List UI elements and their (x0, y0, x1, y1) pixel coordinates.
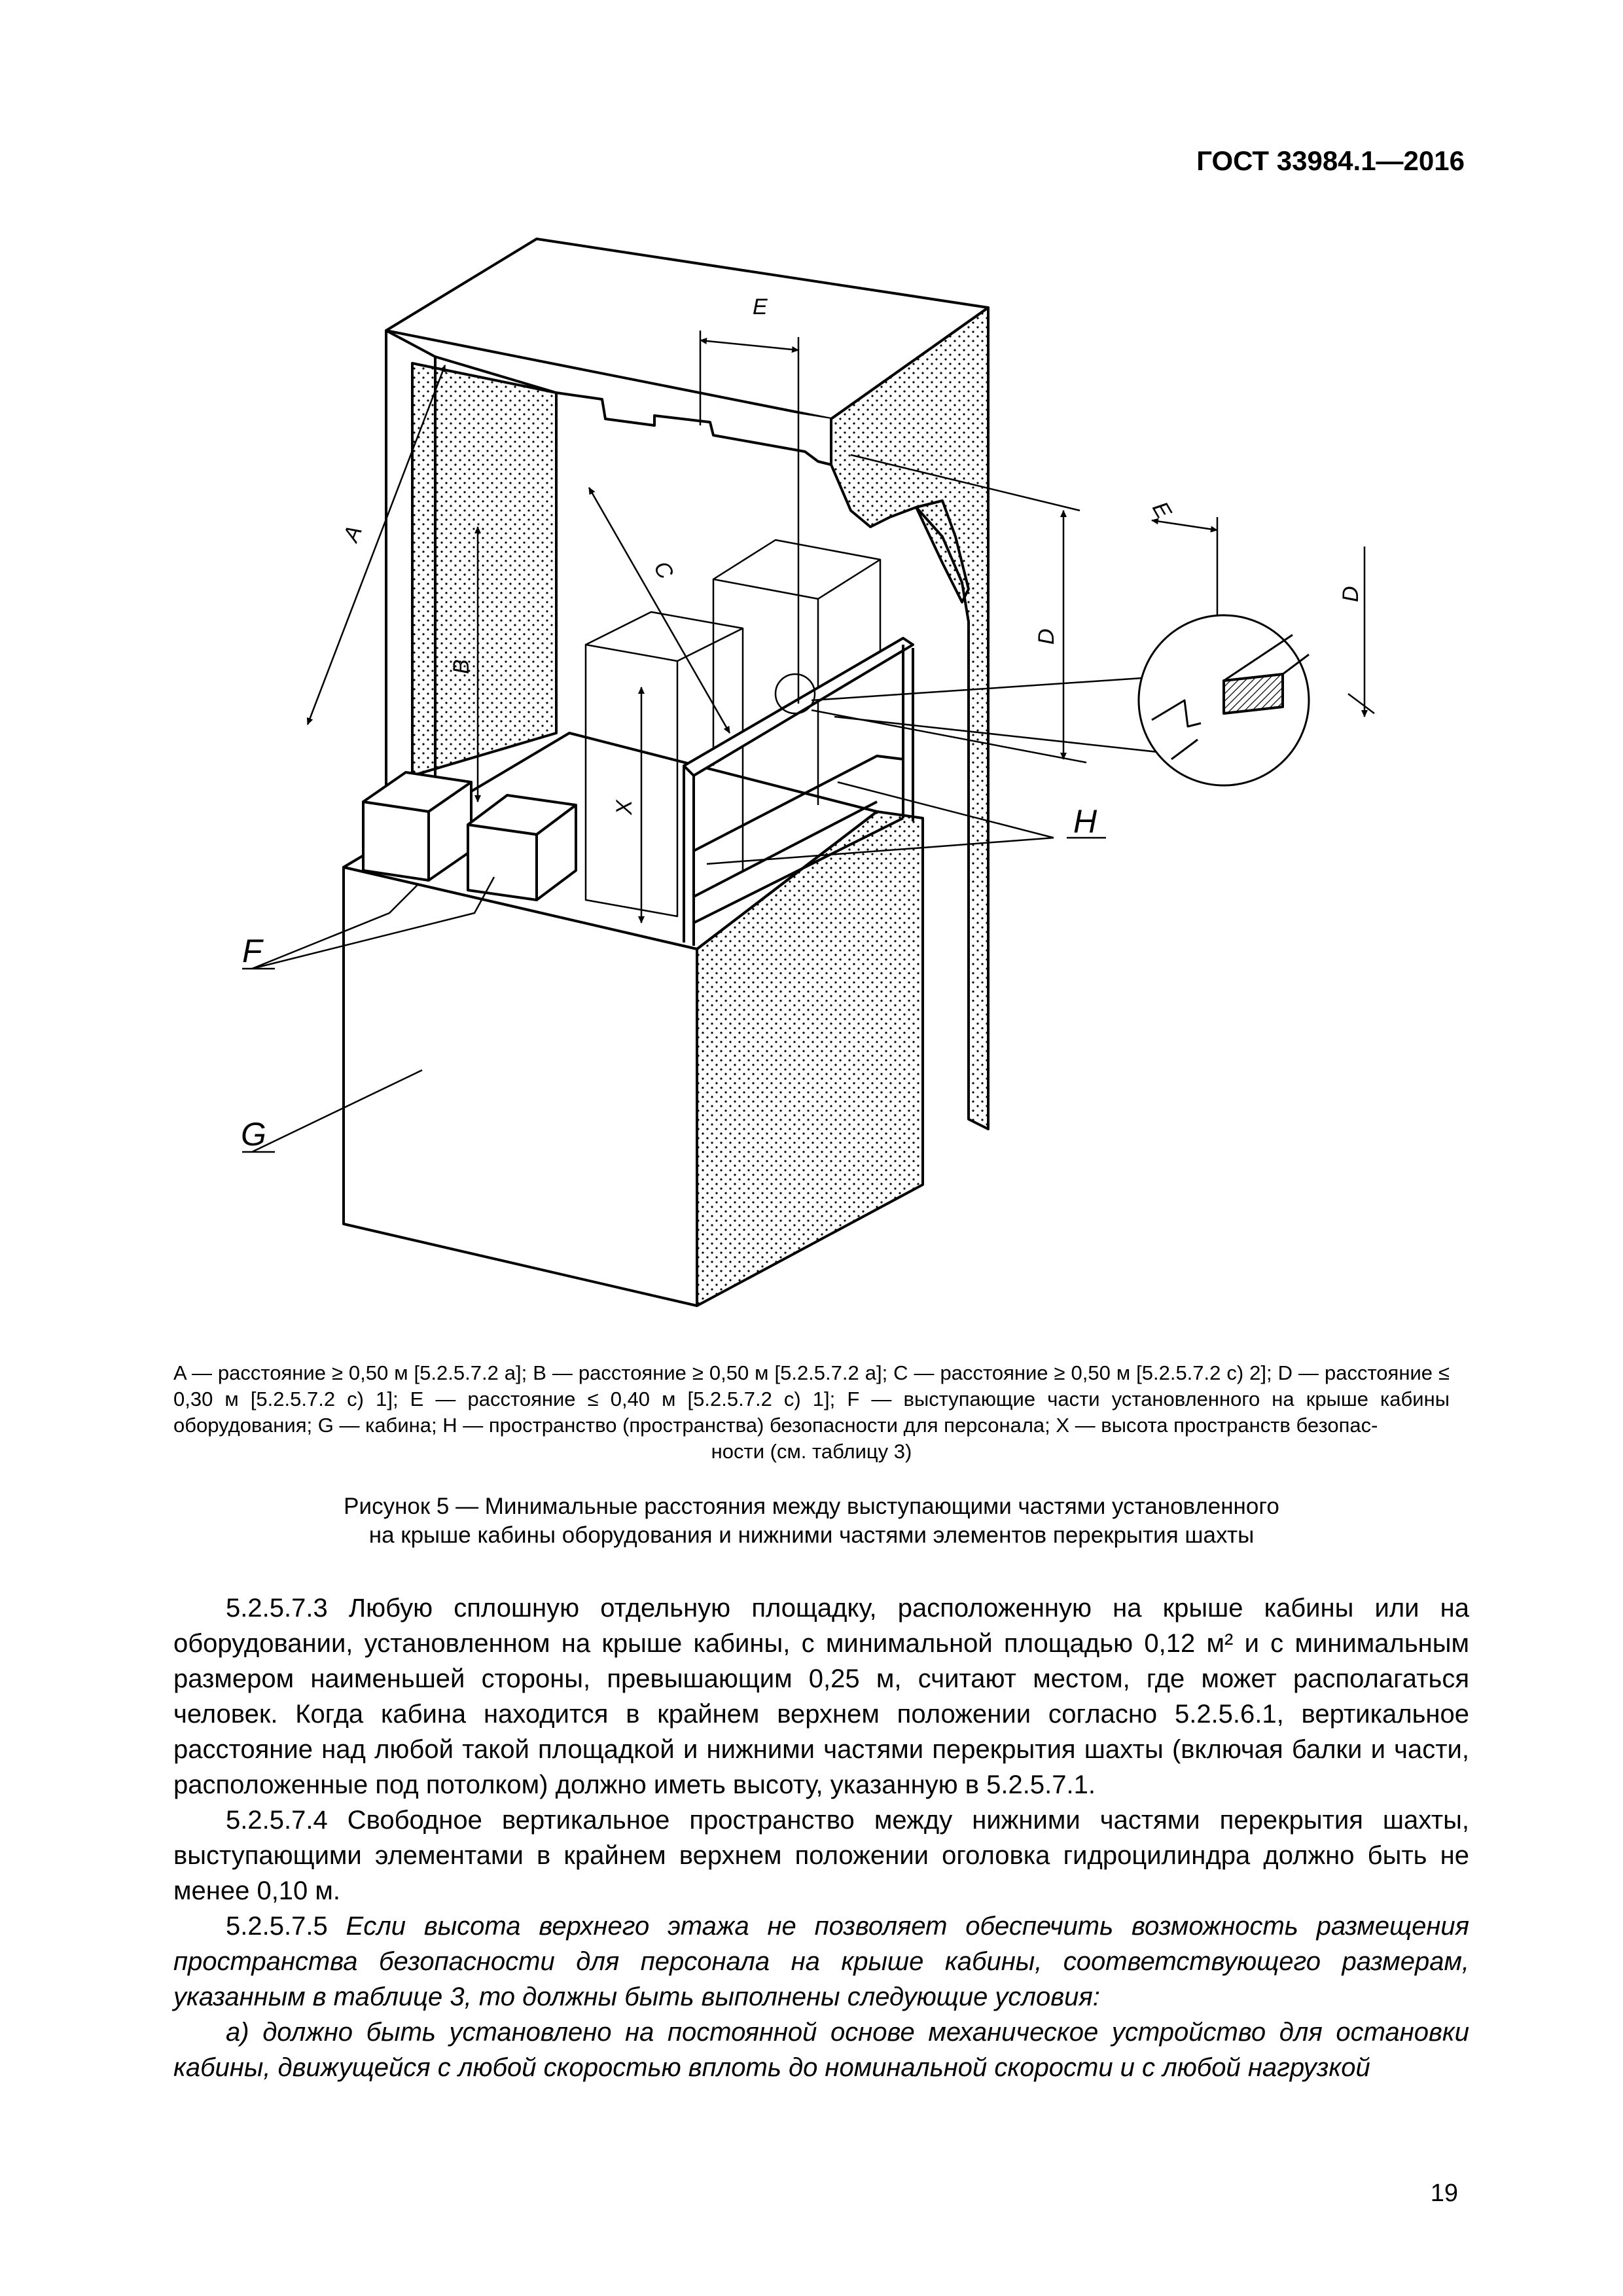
body-text (173, 1590, 1469, 2085)
label-D-detail: D (1338, 586, 1363, 602)
detail-hatched-profile (1224, 674, 1283, 713)
label-E: E (753, 295, 768, 319)
label-D: D (1034, 628, 1059, 645)
paragraph-italic-text: Если высота верхнего этажа не позволяет обеспечить возможность размещения пространства безопасности для персонала на крыше кабины, соответствующего размерам, указанным в таблице 3, то должны быть выполнены следующие условия: (173, 1912, 1470, 2011)
safety-space-2 (713, 540, 880, 599)
figure-legend (173, 1360, 1450, 1465)
label-X: X (612, 800, 637, 815)
caption-line-2: на крыше кабины оборудования и нижними частями элементов перекрытия шахты (368, 1522, 1255, 1548)
label-E-detail: E (1147, 497, 1177, 523)
legend-text: A — расстояние ≥ 0,50 м [5.2.5.7.2 a]; B — расстояние ≥ 0,50 м [5.2.5.7.2 a]; C — расстояние ≥ 0,50 м [5.2.5.7.2 c) 2]; D — расстояние ≤ 0,30 м [5.2.5.7.2 c) 1]; E — расстояние ≤ 0,40 м [5.2.5.7.2 c) 1]; F — выступающие части установленного на крыше кабины оборудования; G — кабина; H — пространство (пространства) безопасности для персонала; X — высота пространств безопас- (173, 1361, 1450, 1437)
equipment-box-2-front (468, 825, 537, 900)
legend-last-line: ности (см. таблицу 3) (711, 1440, 912, 1463)
caption-line-1: Рисунок 5 — Минимальные расстояния между выступающими частями установленного (344, 1494, 1279, 1519)
equipment-box-1-front (363, 802, 429, 880)
label-B: B (449, 659, 474, 674)
paragraph-5-2-5-7-5 (173, 1909, 1469, 2015)
paragraph-5-2-5-7-3: 5.2.5.7.3 Любую сплошную отдельную площадку, расположенную на крыше кабины или на оборудовании, установленном на крыше кабины, с минимальной площадью 0,12 м² и с минимальным размером наименьшей стороны, превышающим 0,25 м, считают местом, где может располагаться человек. Когда кабина находится в крайнем верхнем положении согласно 5.2.5.6.1, вертикальное расстояние над любой такой площадкой и нижними частями перекрытия шахты (включая балки и части, расположенные под потолком) должно иметь высоту, указанную в 5.2.5.7.1. (173, 1594, 1469, 1799)
label-C: C (649, 557, 679, 584)
page-number: 19 (1430, 2179, 1458, 2207)
label-A: A (338, 522, 367, 545)
figure-caption (173, 1492, 1450, 1550)
label-F: F (242, 933, 262, 969)
label-G: G (241, 1116, 266, 1153)
label-H: H (1073, 803, 1097, 840)
paragraph-5-2-5-7-4: 5.2.5.7.4 Свободное вертикальное пространство между нижними частями перекрытия шахты, выступающими элементами в крайнем верхнем положении оголовка гидроцилиндра должно быть не менее 0,10 м. (173, 1806, 1469, 1905)
paragraph-number: 5.2.5.7.5 (226, 1912, 346, 1941)
paragraph-item-a: а) должно быть установлено на постоянной основе механическое устройство для остановки кабины, движущейся с любой скоростью вплоть до номинальной скорости и с любой нагрузкой (173, 2018, 1469, 2082)
shaft-left-wall-section (412, 363, 556, 776)
standard-code: ГОСТ 33984.1—2016 (1196, 145, 1465, 176)
